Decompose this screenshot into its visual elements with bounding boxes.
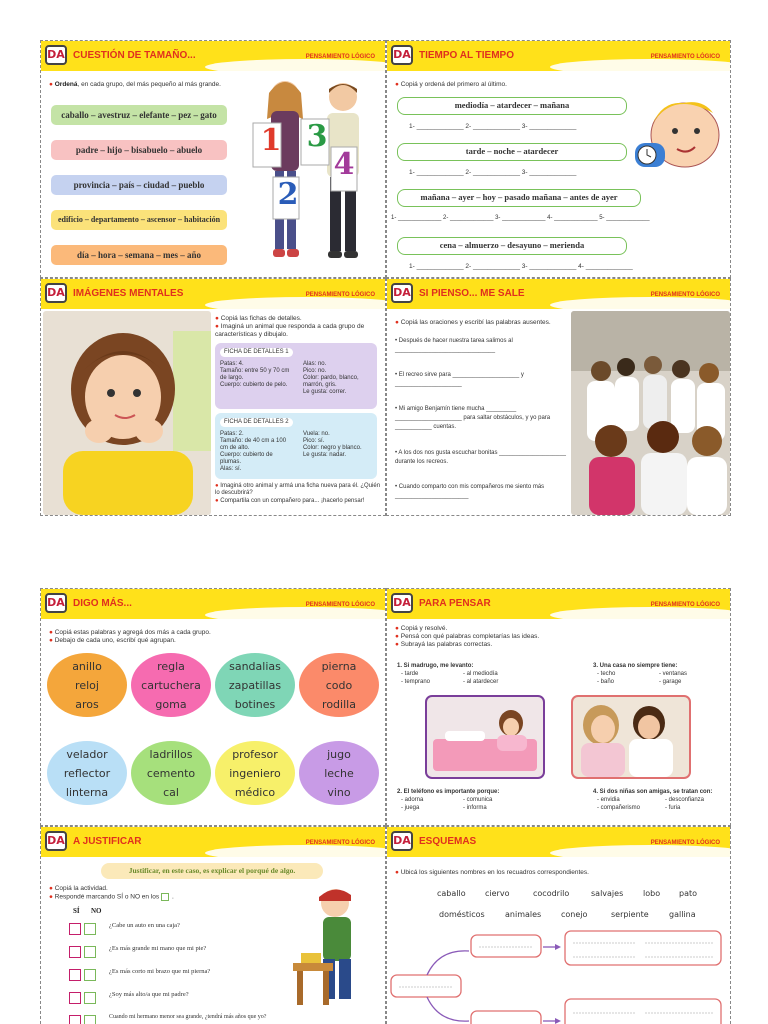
ficha-detalles-1 bbox=[215, 343, 377, 409]
word-lobo: lobo bbox=[643, 889, 661, 898]
number-card-4: 4 bbox=[333, 147, 355, 182]
sentence-5: • Cuando comparto con mis compañeros me siento más ______________________ bbox=[395, 484, 545, 499]
number-card-3: 3 bbox=[306, 119, 328, 154]
sentence-3: • Mi amigo Benjamín tiene mucha _________ ____________________ para saltar obstáculos, y yo para ___________ cuentas. bbox=[395, 406, 551, 430]
card-para-pensar bbox=[386, 588, 731, 826]
question-3-options-b: - ventanas - garage bbox=[659, 671, 688, 685]
word-serpiente: serpiente bbox=[611, 910, 649, 919]
card-title: CUESTIÓN DE TAMAÑO... bbox=[73, 50, 196, 61]
question-text-2: ¿Es más grande mi mano que mi pie? bbox=[109, 945, 207, 952]
instruction-2: ● Respondé marcando SÍ o NO en los . bbox=[49, 893, 174, 901]
answer-lines-2: 1- _____________ 2- _____________ 3- _____________ bbox=[409, 169, 577, 176]
word-bubble-8: jugo leche vino bbox=[299, 741, 379, 805]
card-a-justificar bbox=[40, 826, 386, 1024]
card-tag: PENSAMIENTO LÓGICO bbox=[305, 602, 375, 608]
card-title: ESQUEMAS bbox=[419, 836, 477, 847]
si-checkbox[interactable] bbox=[69, 1015, 81, 1024]
question-row-3 bbox=[69, 966, 99, 984]
card-title: PARA PENSAR bbox=[419, 598, 491, 609]
card-tag: PENSAMIENTO LÓGICO bbox=[305, 840, 375, 846]
card-tag: PENSAMIENTO LÓGICO bbox=[305, 292, 375, 298]
instruction-2: ● Pensá con qué palabras completarías las ideas. bbox=[395, 633, 540, 640]
sentence-1: • Después de hacer nuestra tarea salimos al ______________________________ bbox=[395, 338, 513, 353]
card-tag: PENSAMIENTO LÓGICO bbox=[305, 54, 375, 60]
si-checkbox[interactable] bbox=[69, 992, 81, 1004]
da-logo: DA bbox=[45, 831, 67, 851]
question-text-5: Cuando mi hermano menor sea grande, ¿tendrá más años que yo? bbox=[109, 1014, 267, 1020]
sequence-box-3: mañana – ayer – hoy – pasado mañana – antes de ayer bbox=[397, 189, 641, 207]
instruction-3: ● Imaginá otro animal y armá una ficha nueva para él. ¿Quién lo descubrirá? bbox=[215, 483, 381, 496]
question-row-2 bbox=[69, 943, 99, 961]
card-tag: PENSAMIENTO LÓGICO bbox=[650, 602, 720, 608]
instruction: ● Ubicá los siguientes nombres en los recuadros correspondientes. bbox=[395, 869, 589, 876]
ficha-right: Vuela: no. Pico: sí. Color: negro y blanco. Le gusta: nadar. bbox=[302, 431, 362, 458]
question-text-3: ¿Es más corto mi brazo que mi pierna? bbox=[109, 968, 211, 975]
si-checkbox[interactable] bbox=[69, 923, 81, 935]
question-2-options-b: - comunica - informa bbox=[463, 797, 493, 811]
sentence-2: • El recreo sirve para ____________________ y ____________________ bbox=[395, 372, 524, 387]
card-si-pienso-me-sale bbox=[386, 278, 731, 516]
question-4-options-b: - desconfianza - furia bbox=[665, 797, 705, 811]
card-title: DIGO MÁS... bbox=[73, 598, 132, 609]
mother-daughter-photo bbox=[571, 695, 691, 779]
ficha-title: FICHA DE DETALLES 2 bbox=[220, 418, 293, 427]
question-2: 2. El teléfono es importante porque: bbox=[397, 789, 500, 795]
no-checkbox[interactable] bbox=[84, 992, 96, 1004]
da-logo: DA bbox=[45, 283, 67, 303]
instruction-3: ● Subrayá las palabras correctas. bbox=[395, 641, 493, 648]
instruction-1: ● Copiá la actividad. bbox=[49, 885, 108, 892]
card-tag: PENSAMIENTO LÓGICO bbox=[650, 840, 720, 846]
word-bubble-5: velador reflector linterna bbox=[47, 741, 127, 805]
instruction-4: ● Compartila con un compañero para... ¡hacerlo pensar! bbox=[215, 498, 365, 504]
word-row-1: caballo – avestruz – elefante – pez – gato bbox=[51, 105, 227, 125]
number-card-2: 2 bbox=[277, 177, 299, 212]
instruction-1: ● Copiá y resolvé. bbox=[395, 625, 448, 632]
ficha-title: FICHA DE DETALLES 1 bbox=[220, 348, 293, 357]
si-checkbox[interactable] bbox=[69, 946, 81, 958]
question-row-1 bbox=[69, 920, 99, 938]
da-logo: DA bbox=[391, 283, 413, 303]
ficha-left: Patas: 2. Tamaño: de 40 cm a 100 cm de alto. Cuerpo: cubierto de plumas. Alas: sí. bbox=[220, 431, 287, 472]
word-bubble-6: ladrillos cemento cal bbox=[131, 741, 211, 805]
word-bubble-4: pierna codo rodilla bbox=[299, 653, 379, 717]
word-row-4: edificio – departamento – ascensor – habitación bbox=[51, 210, 227, 230]
si-checkbox[interactable] bbox=[69, 969, 81, 981]
card-digo-mas bbox=[40, 588, 386, 826]
question-1: 1. Si madrugo, me levanto: bbox=[397, 663, 474, 669]
sentence-4: • A los dos nos gusta escuchar bonitas ____________________ durante los recreos. bbox=[395, 450, 566, 465]
question-row-5 bbox=[69, 1012, 99, 1024]
word-conejo: conejo bbox=[561, 910, 588, 919]
word-cocodrilo: cocodrilo bbox=[533, 889, 570, 898]
da-logo: DA bbox=[391, 45, 413, 65]
girl-waking-up-photo bbox=[425, 695, 545, 779]
ficha-left: Patas: 4. Tamaño: entre 50 y 70 cm de largo. Cuerpo: cubierto de pelo. bbox=[220, 361, 290, 388]
question-1-options-b: - al mediodía - al atardecer bbox=[463, 671, 499, 685]
cartoon-boy-with-watch bbox=[633, 91, 729, 187]
question-4-options-a: - envidia - compañerismo bbox=[597, 797, 641, 811]
instruction-1: ● Copiá estas palabras y agregá dos más a cada grupo. bbox=[49, 629, 211, 636]
sequence-box-4: cena – almuerzo – desayuno – merienda bbox=[397, 237, 627, 255]
answer-lines-3: 1- _____________ 2- _____________ 3- _____________ 4- _____________ 5- _____________ bbox=[391, 215, 650, 221]
question-3: 3. Una casa no siempre tiene: bbox=[593, 663, 678, 669]
question-row-4 bbox=[69, 989, 99, 1007]
word-row-5: día – hora – semana – mes – año bbox=[51, 245, 227, 265]
answer-lines-1: 1- _____________ 2- _____________ 3- _____________ bbox=[409, 123, 577, 130]
word-row-2: padre – hijo – bisabuelo – abuelo bbox=[51, 140, 227, 160]
no-checkbox[interactable] bbox=[84, 946, 96, 958]
word-domesticos: domésticos bbox=[439, 910, 485, 919]
question-4: 4. Si dos niñas son amigas, se tratan con: bbox=[593, 789, 713, 795]
word-bubble-7: profesor ingeniero médico bbox=[215, 741, 295, 805]
card-title: TIEMPO AL TIEMPO bbox=[419, 50, 515, 61]
word-ciervo: ciervo bbox=[485, 889, 510, 898]
da-logo: DA bbox=[391, 831, 413, 851]
si-header: SÍ bbox=[73, 907, 80, 915]
carpenter-cartoon bbox=[289, 883, 383, 1013]
word-animales: animales bbox=[505, 910, 542, 919]
answer-lines-4: 1- _____________ 2- _____________ 3- _____________ 4- _____________ bbox=[409, 263, 633, 270]
ficha-detalles-2 bbox=[215, 413, 377, 479]
card-esquemas bbox=[386, 826, 731, 1024]
card-cuestion-de-tamano bbox=[40, 40, 386, 278]
instruction-2: ● Imaginá un animal que responda a cada grupo de características y dibujalo. bbox=[215, 323, 365, 338]
word-pato: pato bbox=[679, 889, 698, 898]
word-gallina: gallina bbox=[669, 910, 696, 919]
word-row-3: provincia – país – ciudad – pueblo bbox=[51, 175, 227, 195]
word-salvajes: salvajes bbox=[591, 889, 624, 898]
question-text-1: ¿Cabe un auto en una caja? bbox=[109, 922, 180, 929]
card-tag: PENSAMIENTO LÓGICO bbox=[650, 292, 720, 298]
card-tag: PENSAMIENTO LÓGICO bbox=[650, 54, 720, 60]
instruction-2: ● Debajo de cada uno, escribí qué agrupan. bbox=[49, 637, 176, 644]
question-3-options-a: - techo - baño bbox=[597, 671, 616, 685]
children-with-numbers-illustration bbox=[235, 67, 385, 277]
scheme-diagram bbox=[387, 923, 731, 1024]
card-title: SI PIENSO... ME SALE bbox=[419, 288, 525, 299]
instruction-1: ● Copiá las fichas de detalles. bbox=[215, 315, 302, 322]
da-logo: DA bbox=[45, 593, 67, 613]
number-card-1: 1 bbox=[260, 123, 282, 158]
definition-banner: Justificar, en este caso, es explicar el porqué de algo. bbox=[101, 863, 323, 879]
word-bubble-1: anillo reloj aros bbox=[47, 653, 127, 717]
no-checkbox[interactable] bbox=[84, 969, 96, 981]
word-bubble-3: sandalias zapatillas botines bbox=[215, 653, 295, 717]
sequence-box-2: tarde – noche – atardecer bbox=[397, 143, 627, 161]
no-checkbox[interactable] bbox=[84, 923, 96, 935]
word-caballo: caballo bbox=[437, 889, 466, 898]
instruction: ● Copiá y ordená del primero al último. bbox=[395, 81, 507, 88]
sequence-box-1: mediodía – atardecer – mañana bbox=[397, 97, 627, 115]
ficha-right: Alas: no. Pico: no. Color: pardo, blanco, marrón, gris. Le gusta: correr. bbox=[302, 361, 359, 395]
no-checkbox[interactable] bbox=[84, 1015, 96, 1024]
question-text-4: ¿Soy más alto/a que mi padre? bbox=[109, 991, 189, 998]
girl-thinking-photo bbox=[43, 311, 211, 515]
no-header: NO bbox=[91, 907, 102, 915]
card-title: IMÁGENES MENTALES bbox=[73, 288, 184, 299]
card-title: A JUSTIFICAR bbox=[73, 836, 142, 847]
word-bubble-2: regla cartuchera goma bbox=[131, 653, 211, 717]
question-2-options-a: - adorna - juega bbox=[401, 797, 424, 811]
da-logo: DA bbox=[391, 593, 413, 613]
da-logo: DA bbox=[45, 45, 67, 65]
instruction: ● Ordená, en cada grupo, del más pequeño al más grande. bbox=[49, 81, 221, 88]
instruction: ● Copiá las oraciones y escribí las palabras ausentes. bbox=[395, 319, 551, 326]
question-1-options-a: - tarde - temprano bbox=[401, 671, 431, 685]
card-tiempo-al-tiempo bbox=[386, 40, 731, 278]
card-imagenes-mentales bbox=[40, 278, 386, 516]
children-at-recess-photo bbox=[571, 311, 730, 515]
